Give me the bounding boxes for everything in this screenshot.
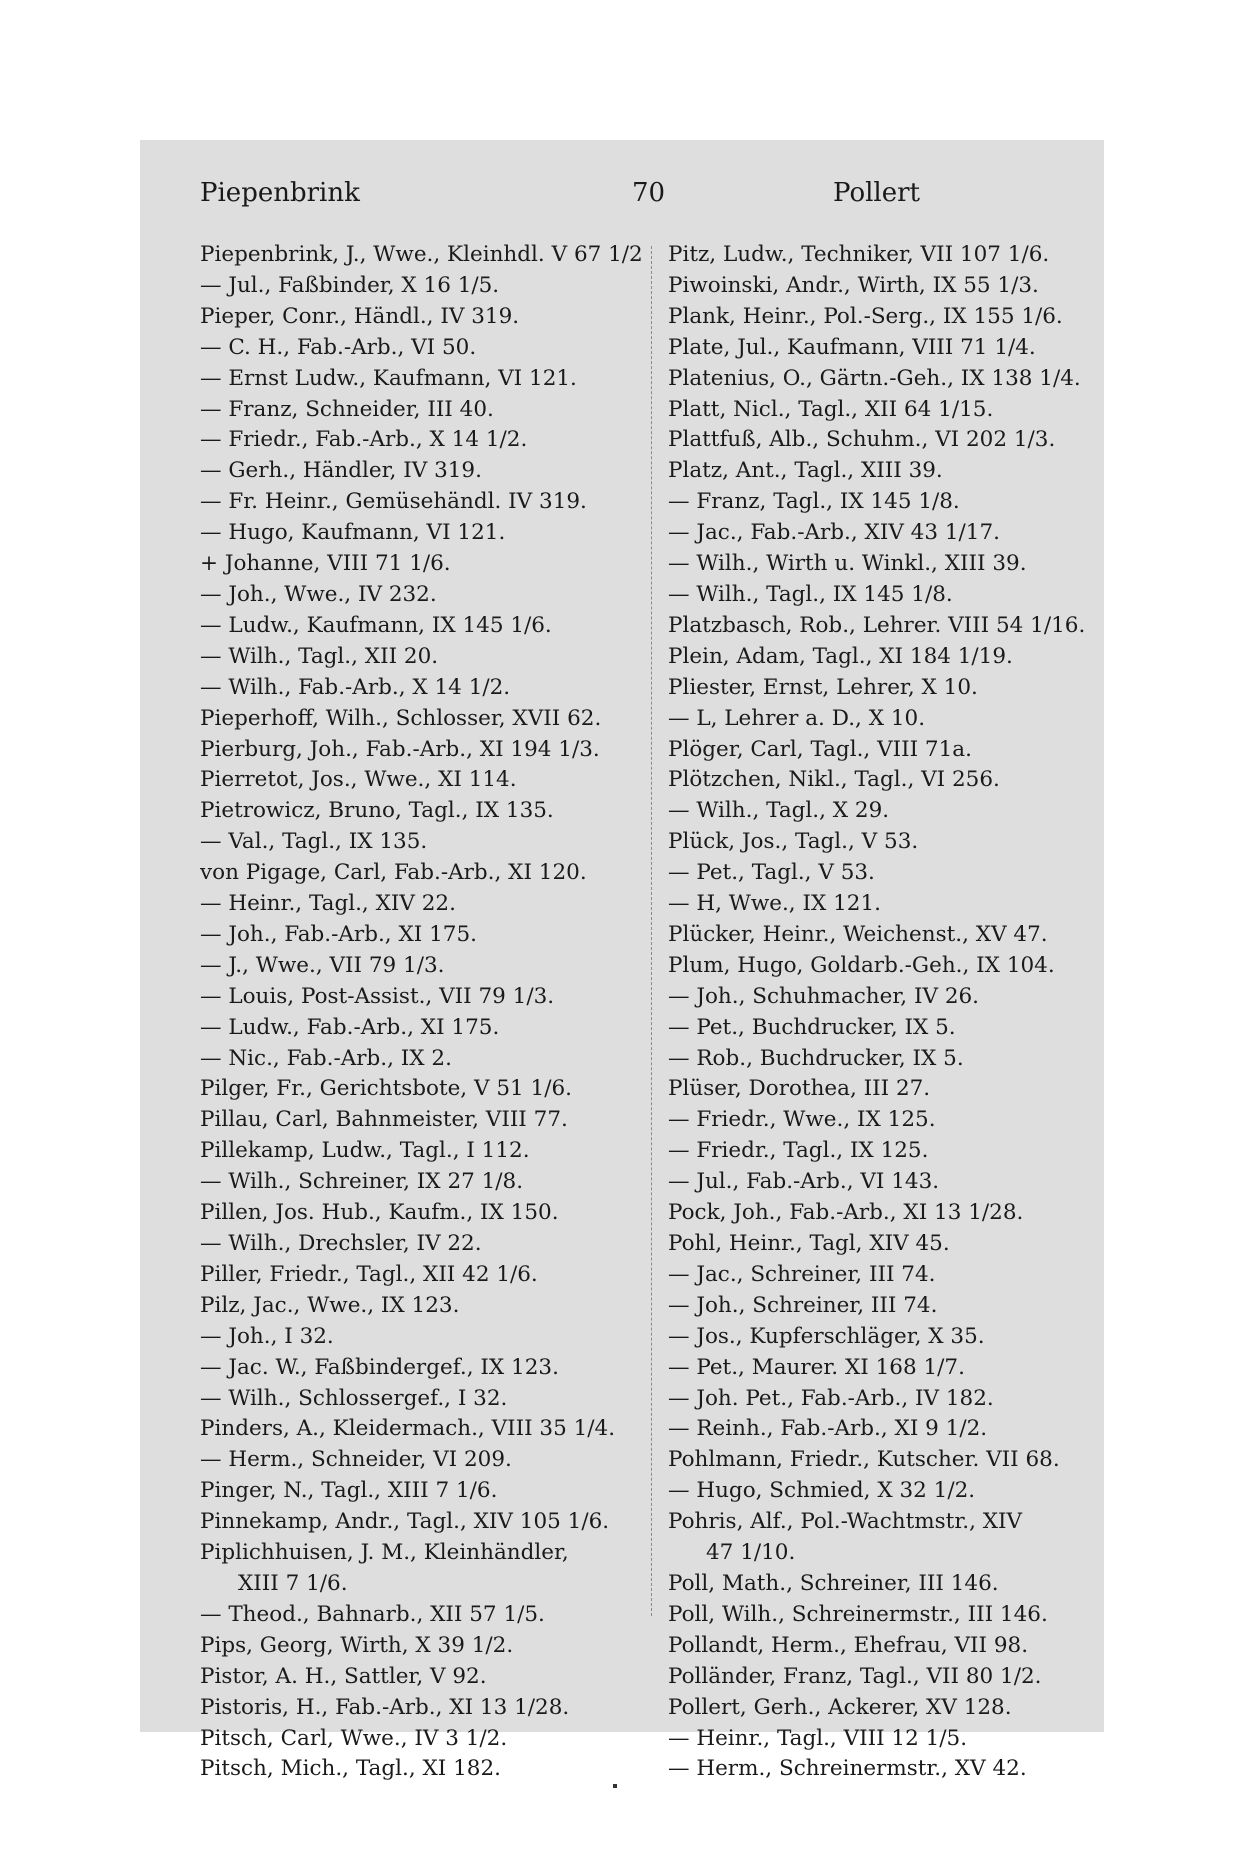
directory-entry: Plum, Hugo, Goldarb.-Geh., IX 104.: [668, 952, 1055, 978]
directory-entry: Polländer, Franz, Tagl., VII 80 1/2.: [668, 1663, 1042, 1689]
directory-entry: — Pet., Tagl., V 53.: [668, 860, 875, 886]
directory-entry: — Friedr., Fab.-Arb., X 14 1/2.: [200, 427, 528, 453]
directory-entry: Pinger, N., Tagl., XIII 7 1/6.: [200, 1478, 498, 1504]
directory-entry: Pitz, Ludw., Techniker, VII 107 1/6.: [668, 242, 1050, 267]
directory-entry: Plücker, Heinr., Weichenst., XV 47.: [668, 921, 1048, 947]
directory-entry: Pieperhoff, Wilh., Schlosser, XVII 62.: [200, 705, 602, 731]
directory-entry: Pips, Georg, Wirth, X 39 1/2.: [200, 1632, 514, 1658]
directory-entry: Pilz, Jac., Wwe., IX 123.: [200, 1292, 460, 1318]
directory-entry: — Wilh., Tagl., X 29.: [668, 798, 890, 824]
directory-entry: — Wilh., Drechsler, IV 22.: [200, 1231, 482, 1256]
directory-entry: — Jos., Kupferschläger, X 35.: [668, 1323, 985, 1349]
directory-entry: — L, Lehrer a. D., X 10.: [668, 705, 926, 731]
left-column: [200, 240, 646, 1785]
running-header: [200, 172, 920, 216]
directory-entry: Pistoris, H., Fab.-Arb., XI 13 1/28.: [200, 1694, 570, 1720]
directory-entry: — J., Wwe., VII 79 1/3.: [200, 952, 445, 978]
directory-entry: 47 1/10.: [706, 1540, 796, 1566]
directory-entry: — Wilh., Tagl., XII 20.: [200, 643, 439, 669]
directory-entry: Piepenbrink, J., Wwe., Kleinhdl. V 67 1/2: [200, 242, 643, 267]
directory-entry: — Joh., Schreiner, III 74.: [668, 1292, 938, 1318]
directory-entry: — C. H., Fab.-Arb., VI 50.: [200, 334, 477, 360]
directory-entry: Pollandt, Herm., Ehefrau, VII 98.: [668, 1632, 1029, 1658]
directory-entry: Platenius, O., Gärtn.-Geh., IX 138 1/4.: [668, 365, 1081, 391]
directory-entry: — Rob., Buchdrucker, IX 5.: [668, 1045, 964, 1071]
directory-entry: — Gerh., Händler, IV 319.: [200, 458, 482, 484]
directory-entry: Poll, Math., Schreiner, III 146.: [668, 1570, 999, 1596]
directory-entry: — Theod., Bahnarb., XII 57 1/5.: [200, 1601, 545, 1627]
directory-entry: Plate, Jul., Kaufmann, VIII 71 1/4.: [668, 334, 1036, 360]
directory-entry: XIII 7 1/6.: [238, 1570, 348, 1596]
directory-entry: Plöger, Carl, Tagl., VIII 71a.: [668, 736, 972, 762]
directory-entry: — Heinr., Tagl., XIV 22.: [200, 891, 456, 917]
directory-entry: Platz, Ant., Tagl., XIII 39.: [668, 458, 943, 484]
directory-entry: Pinnekamp, Andr., Tagl., XIV 105 1/6.: [200, 1509, 610, 1535]
directory-entry: — Jac., Fab.-Arb., XIV 43 1/17.: [668, 520, 1000, 546]
directory-entry: Pistor, A. H., Sattler, V 92.: [200, 1663, 487, 1689]
directory-entry: — Herm., Schneider, VI 209.: [200, 1447, 512, 1473]
directory-entry: Plüser, Dorothea, III 27.: [668, 1076, 931, 1102]
directory-entry: — Louis, Post-Assist., VII 79 1/3.: [200, 983, 555, 1009]
directory-entry: — Ludw., Fab.-Arb., XI 175.: [200, 1014, 500, 1040]
directory-entry: Pieper, Conr., Händl., IV 319.: [200, 303, 520, 329]
directory-entry: — Reinh., Fab.-Arb., XI 9 1/2.: [668, 1416, 988, 1442]
directory-entry: — Wilh., Fab.-Arb., X 14 1/2.: [200, 674, 511, 700]
directory-entry: — Nic., Fab.-Arb., IX 2.: [200, 1045, 452, 1071]
directory-entry: Pitsch, Mich., Tagl., XI 182.: [200, 1756, 501, 1782]
directory-entry: Pinders, A., Kleidermach., VIII 35 1/4.: [200, 1416, 616, 1442]
directory-entry: Pliester, Ernst, Lehrer, X 10.: [668, 674, 978, 700]
directory-entry: Pietrowicz, Bruno, Tagl., IX 135.: [200, 798, 554, 824]
directory-entry: — Joh., Schuhmacher, IV 26.: [668, 983, 980, 1009]
directory-entry: — H, Wwe., IX 121.: [668, 891, 881, 917]
directory-entry: Pierburg, Joh., Fab.-Arb., XI 194 1/3.: [200, 736, 600, 762]
header-first-entry: Piepenbrink: [200, 178, 360, 208]
directory-entry: — Pet., Buchdrucker, IX 5.: [668, 1014, 956, 1040]
right-column: [668, 240, 1114, 1785]
directory-entry: — Jul., Faßbinder, X 16 1/5.: [200, 272, 500, 298]
directory-entry: — Wilh., Wirth u. Winkl., XIII 39.: [668, 551, 1027, 577]
directory-entry: Plank, Heinr., Pol.-Serg., IX 155 1/6.: [668, 303, 1063, 329]
directory-entry: — Heinr., Tagl., VIII 12 1/5.: [668, 1725, 968, 1751]
directory-entry: Plück, Jos., Tagl., V 53.: [668, 829, 919, 855]
header-last-entry: Pollert: [833, 178, 920, 208]
directory-entry: Pitsch, Carl, Wwe., IV 3 1/2.: [200, 1725, 508, 1751]
directory-entry: — Franz, Tagl., IX 145 1/8.: [668, 489, 960, 515]
directory-entry: — Joh., Wwe., IV 232.: [200, 581, 437, 607]
directory-entry: Pollert, Gerh., Ackerer, XV 128.: [668, 1694, 1012, 1720]
footer-mark: [613, 1784, 617, 1788]
directory-entry: — Hugo, Kaufmann, VI 121.: [200, 520, 506, 546]
directory-entry: — Fr. Heinr., Gemüsehändl. IV 319.: [200, 489, 587, 515]
directory-entry: — Herm., Schreinermstr., XV 42.: [668, 1756, 1027, 1782]
directory-entry: — Wilh., Schlossergef., I 32.: [200, 1385, 508, 1411]
directory-entry: Pohl, Heinr., Tagl, XIV 45.: [668, 1231, 950, 1256]
directory-entry: — Friedr., Wwe., IX 125.: [668, 1107, 936, 1133]
directory-entry: — Hugo, Schmied, X 32 1/2.: [668, 1478, 976, 1504]
directory-entry: Piplichhuisen, J. M., Kleinhändler,: [200, 1540, 569, 1566]
page-number: 70: [632, 178, 666, 208]
directory-entry: Pierretot, Jos., Wwe., XI 114.: [200, 767, 517, 793]
directory-entry: — Pet., Maurer. XI 168 1/7.: [668, 1354, 965, 1380]
directory-entry: Pilger, Fr., Gerichtsbote, V 51 1/6.: [200, 1076, 572, 1102]
directory-entry: — Jul., Fab.-Arb., VI 143.: [668, 1169, 940, 1195]
directory-entry: Poll, Wilh., Schreinermstr., III 146.: [668, 1601, 1048, 1627]
directory-entry: Pillen, Jos. Hub., Kaufm., IX 150.: [200, 1200, 559, 1226]
directory-entry: — Jac., Schreiner, III 74.: [668, 1261, 936, 1287]
directory-entry: — Jac. W., Faßbindergef., IX 123.: [200, 1354, 559, 1380]
directory-entry: Plattfuß, Alb., Schuhm., VI 202 1/3.: [668, 427, 1056, 453]
directory-entry: Plein, Adam, Tagl., XI 184 1/19.: [668, 643, 1013, 669]
directory-entry: Pohris, Alf., Pol.-Wachtmstr., XIV: [668, 1509, 1023, 1535]
directory-entry: von Pigage, Carl, Fab.-Arb., XI 120.: [200, 860, 587, 886]
directory-entry: Piwoinski, Andr., Wirth, IX 55 1/3.: [668, 272, 1039, 298]
directory-entry: — Joh., Fab.-Arb., XI 175.: [200, 921, 477, 947]
directory-entry: — Friedr., Tagl., IX 125.: [668, 1138, 929, 1164]
directory-entry: — Joh. Pet., Fab.-Arb., IV 182.: [668, 1385, 994, 1411]
directory-entry: Piller, Friedr., Tagl., XII 42 1/6.: [200, 1261, 538, 1287]
directory-entry: Plötzchen, Nikl., Tagl., VI 256.: [668, 767, 1000, 793]
directory-entry: — Ludw., Kaufmann, IX 145 1/6.: [200, 612, 552, 638]
column-divider: [651, 246, 652, 1616]
directory-entry: Pohlmann, Friedr., Kutscher. VII 68.: [668, 1447, 1060, 1473]
directory-entry: + Johanne, VIII 71 1/6.: [200, 551, 451, 577]
directory-entry: — Franz, Schneider, III 40.: [200, 396, 494, 422]
directory-entry: — Val., Tagl., IX 135.: [200, 829, 428, 855]
directory-entry: — Joh., I 32.: [200, 1323, 334, 1349]
directory-entry: — Wilh., Tagl., IX 145 1/8.: [668, 581, 953, 607]
directory-entry: Platt, Nicl., Tagl., XII 64 1/15.: [668, 396, 994, 422]
directory-entry: Platzbasch, Rob., Lehrer. VIII 54 1/16.: [668, 612, 1086, 638]
directory-entry: — Wilh., Schreiner, IX 27 1/8.: [200, 1169, 524, 1195]
directory-entry: Pillau, Carl, Bahnmeister, VIII 77.: [200, 1107, 568, 1133]
directory-entry: — Ernst Ludw., Kaufmann, VI 121.: [200, 365, 577, 391]
directory-entry: Pock, Joh., Fab.-Arb., XI 13 1/28.: [668, 1200, 1024, 1226]
directory-entry: Pillekamp, Ludw., Tagl., I 112.: [200, 1138, 530, 1164]
